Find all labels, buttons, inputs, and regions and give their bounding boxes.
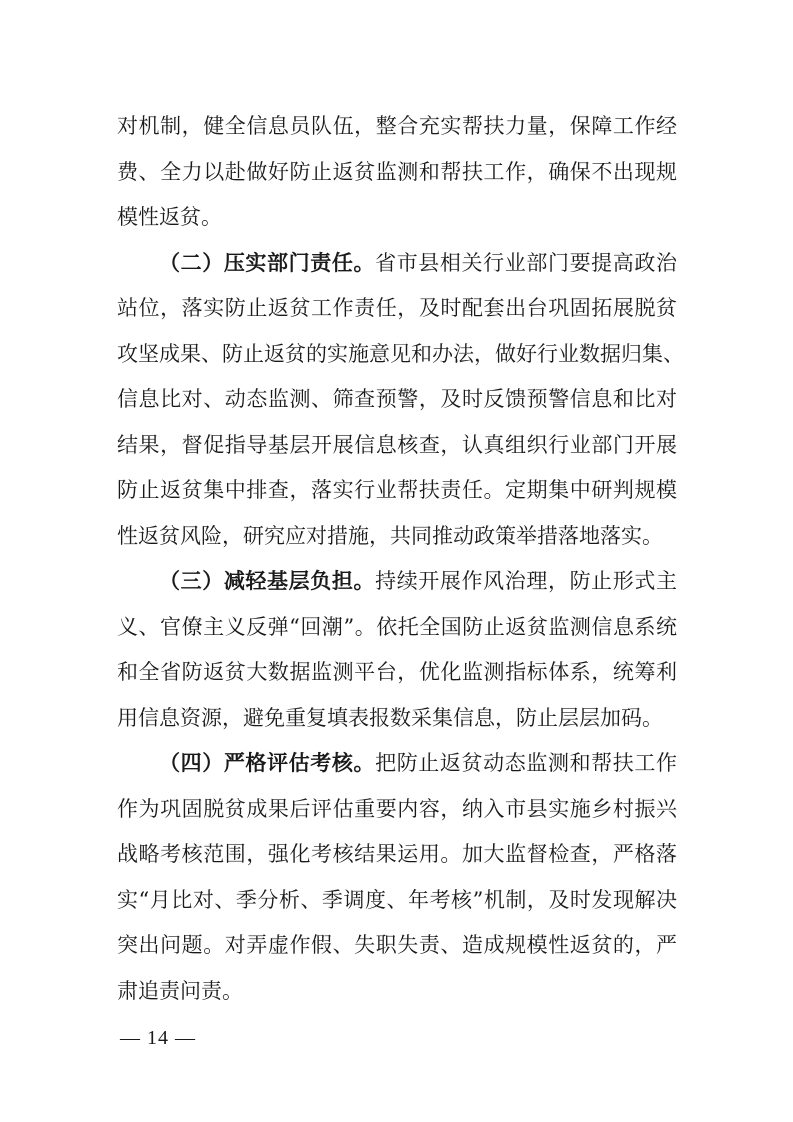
text-span: 省市县相关行业部门要提高政治 <box>375 250 678 275</box>
page-number: — 14 — <box>120 1027 196 1049</box>
text-line: 用信息资源，避免重复填表报数采集信息，防止层层加码。 <box>117 705 663 730</box>
section-3-paragraph <box>117 559 677 741</box>
text-line: 信息比对、动态监测、筛查预警，及时反馈预警信息和比对 <box>117 387 677 411</box>
text-line: 义、官僚主义反弹“回潮”。依托全国防止返贫监测信息系统 <box>117 614 677 639</box>
section-2-paragraph <box>117 241 684 560</box>
text-line: 站位，落实防止返贫工作责任，及时配套出台巩固拓展脱贫 <box>117 296 677 320</box>
text-line: 对机制，健全信息员队伍，整合充实帮扶力量，保障工作经 <box>117 114 677 138</box>
section-heading: （二）压实部门责任。 <box>159 250 376 275</box>
text-line: 防止返贫集中排查，落实行业帮扶责任。定期集中研判规模 <box>117 478 677 502</box>
text-line: 结果，督促指导基层开展信息核查，认真组织行业部门开展 <box>117 432 677 457</box>
section-heading: （四）严格评估考核。 <box>159 751 376 775</box>
text-line: 突出问题。对弄虚作假、失职失责、造成规模性返贫的，严 <box>117 933 677 957</box>
text-span: 持续开展作风治理，防止形式主 <box>375 569 678 593</box>
section-heading: （三）减轻基层负担。 <box>159 569 376 593</box>
text-span: 把防止返贫动态监测和帮扶工作 <box>375 751 678 775</box>
text-line: 攻坚成果、防止返贫的实施意见和办法，做好行业数据归集、 <box>117 341 684 366</box>
text-line: 作为巩固脱贫成果后评估重要内容，纳入市县实施乡村振兴 <box>117 796 677 821</box>
text-line: 和全省防返贫大数据监测平台，优化监测指标体系，统筹利 <box>117 660 677 684</box>
section-first-line <box>117 741 677 787</box>
section-first-line <box>117 559 677 605</box>
paragraph-continuation <box>117 104 677 241</box>
text-line: 实“月比对、季分析、季调度、年考核”机制，及时发现解决 <box>117 887 677 912</box>
text-line: 战略考核范围，强化考核结果运用。加大监督检查，严格落 <box>117 842 677 866</box>
text-line: 模性返贫。 <box>117 205 222 229</box>
document-body <box>117 104 684 1014</box>
text-line: 肃追责问责。 <box>117 978 243 1003</box>
section-first-line <box>117 241 677 287</box>
text-line: 性返贫风险，研究应对措施，共同推动政策举措落地落实。 <box>117 523 663 548</box>
text-line: 费、全力以赴做好防止返贫监测和帮扶工作，确保不出现规 <box>117 159 677 184</box>
section-4-paragraph <box>117 741 677 1014</box>
